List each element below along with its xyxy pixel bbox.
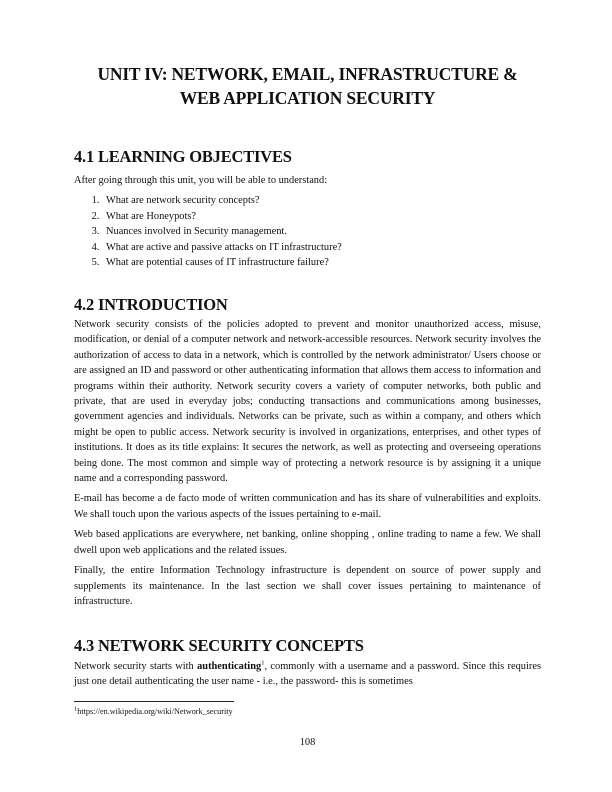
intro-paragraph-web-apps: Web based applications are everywhere, net banking, online shopping , online trading to name a few. We shall dwell upon web applications and the related issues. <box>74 529 541 556</box>
footnote-mark: 1 <box>74 705 78 713</box>
concepts-body <box>74 659 541 690</box>
concepts-text-before: Network security starts with <box>74 661 198 672</box>
list-item: 2. What are Honeypots? <box>102 209 541 225</box>
footnote-reference: 1 <box>261 659 265 667</box>
concepts-paragraph <box>74 659 541 690</box>
list-item: 4. What are active and passive attacks on IT infrastructure? <box>102 240 541 256</box>
list-item: 1. What are network security concepts? <box>102 193 541 209</box>
unit-title <box>74 62 541 110</box>
page-number: 108 <box>299 737 316 748</box>
unit-title-line-2: WEB APPLICATION SECURITY <box>179 88 436 108</box>
authenticating-term: authenticating <box>197 661 262 672</box>
list-item: 5. What are potential causes of IT infrastructure failure? <box>102 255 541 271</box>
intro-paragraph-infrastructure: Finally, the entire Information Technology infrastructure is dependent on source of power supply and supplements its maintenance. In the last section we shall cover issues pertaining to maintenance of infrastructure. <box>74 565 541 607</box>
introduction-heading: 4.2 INTRODUCTION <box>74 295 228 314</box>
footnote <box>74 706 233 717</box>
list-item: 3. Nuances involved in Security management. <box>102 224 541 240</box>
learning-objectives-heading: 4.1 LEARNING OBJECTIVES <box>74 147 292 166</box>
footnote-text: https://en.wikipedia.org/wiki/Network_security <box>77 707 233 716</box>
objectives-lead: After going through this unit, you will be able to understand: <box>74 175 328 186</box>
introduction-body <box>74 317 541 609</box>
intro-paragraph-email: E-mail has become a de facto mode of written communication and has its share of vulnerabilities and exploits. We shall touch upon the various aspects of the issues pertaining to e-mail. <box>74 493 541 520</box>
concepts-text-after: , commonly with a username and a password. Since this requires just one detail authenticating the user name - i.e., the password- this is sometimes <box>74 661 541 688</box>
intro-paragraph-network-security: Network security consists of the policies adopted to prevent and monitor unauthorized access, misuse, modification, or denial of a computer network and network-accessible resources. Network security involves the authorization of access to data in a network, which is controlled by the network administrator/ Users choose or are assigned an ID and password or other authenticating information that allows them access to information and programs within their authority. Network security covers a variety of computer networks, both public and private, that are used in everyday jobs; conducting transactions and communications among businesses, government agencies and individuals. Networks can be private, such as within a company, and others which might be open to public access. Network security is involved in organizations, enterprises, and other types of institutions. It does as its title explains: It secures the network, as well as protecting and overseeing operations being done. The most common and simple way of protecting a network resource is by assigning it a unique name and a corresponding password. <box>74 319 541 485</box>
objectives-list <box>74 193 541 271</box>
unit-title-line-1: UNIT IV: NETWORK, EMAIL, INFRASTRUCTURE & <box>97 64 518 84</box>
network-security-concepts-heading: 4.3 NETWORK SECURITY CONCEPTS <box>74 636 364 655</box>
footnote-divider <box>74 701 234 702</box>
